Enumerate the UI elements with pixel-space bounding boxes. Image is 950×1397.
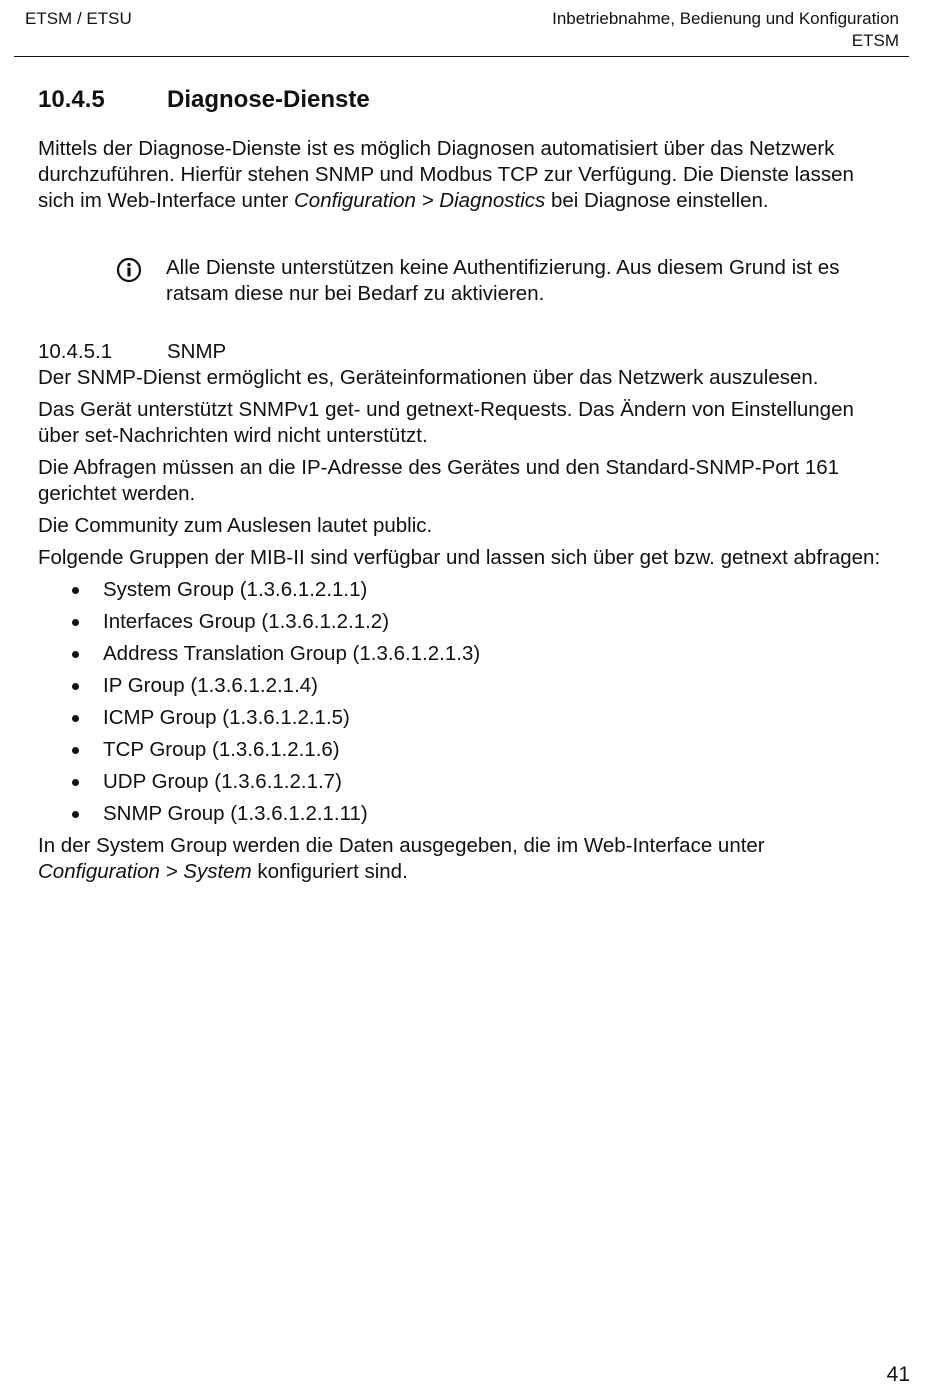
snmp-paragraph: Der SNMP-Dienst ermöglicht es, Geräteinformationen über das Netzwerk auszulesen. [38, 366, 819, 389]
intro-menu-path: Configuration > Diagnostics [293, 189, 546, 212]
snmp-paragraph: Das Gerät unterstützt SNMPv1 get- und getnext-Requests. Das Ändern von Einstellungen über set-Nachrichten wird nicht unterstützt. [38, 398, 854, 447]
header-divider [14, 56, 909, 57]
snmp-paragraph: Die Abfragen müssen an die IP-Adresse des Gerätes und den Standard-SNMP-Port 161 gerichtet werden. [38, 456, 840, 505]
header-left: ETSM / ETSU [25, 9, 132, 28]
page-content [38, 84, 883, 891]
list-item: ICMP Group (1.3.6.1.2.1.5) [38, 705, 883, 731]
closing-menu-path: Configuration > System [38, 860, 252, 883]
header-right [552, 8, 899, 52]
list-item: System Group (1.3.6.1.2.1.1) [38, 577, 883, 603]
info-note [116, 255, 861, 307]
list-item: TCP Group (1.3.6.1.2.1.6) [38, 737, 883, 763]
page-number: 41 [886, 1363, 910, 1386]
subsection-number: 10.4.5.1 [38, 340, 113, 363]
mib-group-list [38, 577, 883, 827]
header-right-line1: Inbetriebnahme, Bedienung und Konfiguration [552, 9, 899, 28]
list-item: UDP Group (1.3.6.1.2.1.7) [38, 769, 883, 795]
list-item: Interfaces Group (1.3.6.1.2.1.2) [38, 609, 883, 635]
closing-paragraph [38, 833, 883, 885]
section-title: Diagnose-Dienste [167, 86, 370, 113]
list-item: SNMP Group (1.3.6.1.2.1.11) [38, 801, 883, 827]
intro-text-1: Mittels der Diagnose-Dienste ist es möglich Diagnosen automatisiert über das Netzwerk durchzuführen. Hierfür stehen SNMP und Modbus TCP zur Verfügung. Die Dienste lassen sich im Web-Interface unter [38, 137, 854, 212]
closing-text-1: In der System Group werden die Daten ausgegeben, die im Web-Interface unter [38, 834, 765, 857]
snmp-paragraph: Die Community zum Auslesen lautet public. [38, 514, 433, 537]
subsection-heading [38, 339, 883, 365]
section-number: 10.4.5 [38, 86, 105, 113]
intro-text-2: bei Diagnose einstellen. [545, 189, 769, 212]
section-intro [38, 136, 883, 214]
snmp-paragraph: Folgende Gruppen der MIB-II sind verfügbar und lassen sich über get bzw. getnext abfragen: [38, 546, 881, 569]
list-item: IP Group (1.3.6.1.2.1.4) [38, 673, 883, 699]
list-item: Address Translation Group (1.3.6.1.2.1.3) [38, 641, 883, 667]
header-right-line2: ETSM [851, 31, 899, 50]
section-heading [38, 84, 883, 116]
info-note-text: Alle Dienste unterstützen keine Authentifizierung. Aus diesem Grund ist es ratsam diese nur bei Bedarf zu aktivieren. [166, 256, 840, 305]
subsection-title: SNMP [167, 340, 227, 363]
info-icon [116, 255, 166, 307]
closing-text-2: konfiguriert sind. [251, 860, 408, 883]
